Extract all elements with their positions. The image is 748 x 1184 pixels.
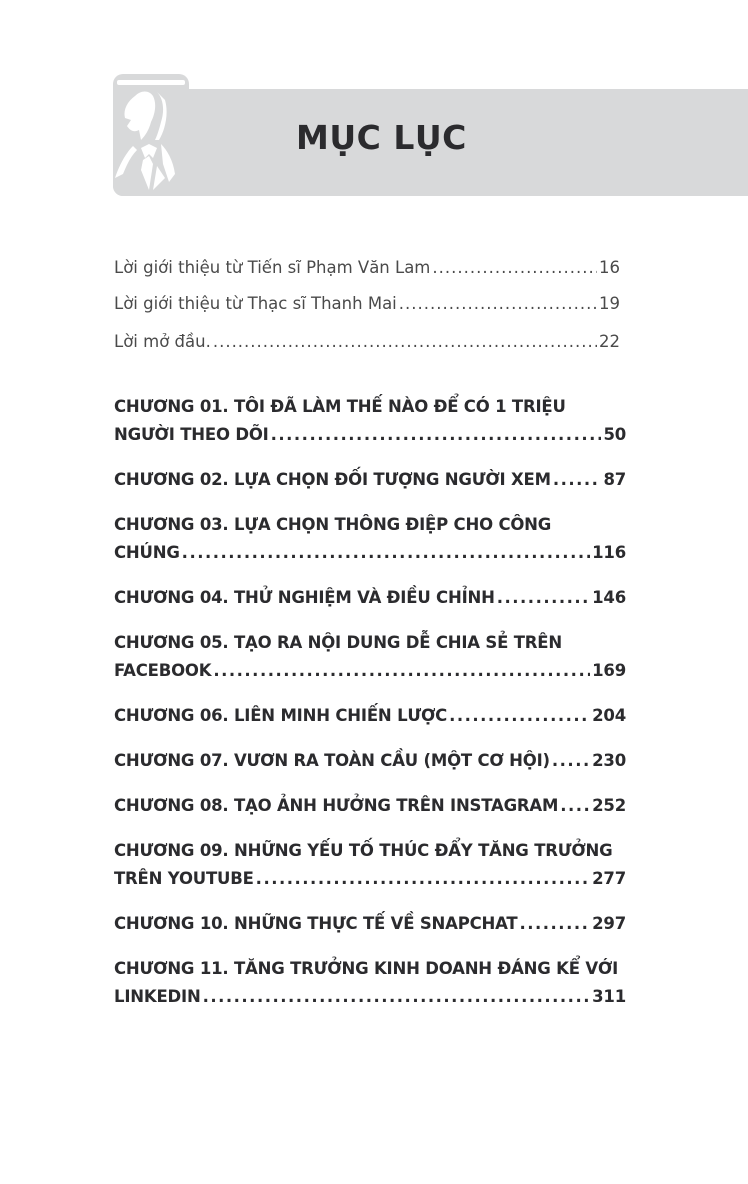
chapter-title-line2: CHÚNG: [114, 543, 180, 562]
chapter-title: CHƯƠNG 02. LỰA CHỌN ĐỐI TƯỢNG NGƯỜI XEM: [114, 470, 551, 489]
chapter-title-line1: CHƯƠNG 01. TÔI ĐÃ LÀM THẾ NÀO ĐỂ CÓ 1 TRIỆU: [114, 397, 566, 416]
chapter-title: CHƯƠNG 07. VƯƠN RA TOÀN CẦU (MỘT CƠ HỘI): [114, 751, 550, 770]
chapter-title-line2: NGƯỜI THEO DÕI: [114, 425, 269, 444]
page-number: 116: [592, 543, 626, 562]
leader-dots: [449, 702, 590, 730]
chapter-entry[interactable]: [114, 584, 626, 612]
leader-dots: [182, 539, 590, 567]
chapter-entry[interactable]: [114, 955, 626, 1011]
page-number: 297: [592, 914, 626, 933]
chapter-title: CHƯƠNG 06. LIÊN MINH CHIẾN LƯỢC: [114, 706, 448, 725]
chapter-title: CHƯƠNG 10. NHỮNG THỰC TẾ VỀ SNAPCHAT: [114, 914, 518, 933]
chapter-entry[interactable]: [114, 466, 626, 494]
page-number: 50: [603, 425, 626, 444]
leader-dots: [553, 466, 602, 494]
page-title: MỤC LỤC: [296, 118, 467, 157]
chapter-title: CHƯƠNG 08. TẠO ẢNH HƯỞNG TRÊN INSTAGRAM: [114, 796, 559, 815]
logo-box: [113, 74, 189, 196]
leader-dots: [519, 910, 590, 938]
page-number: 277: [592, 869, 626, 888]
chapter-title-line1: CHƯƠNG 05. TẠO RA NỘI DUNG DỄ CHIA SẺ TRÊN: [114, 633, 562, 652]
chapter-title-line2: TRÊN YOUTUBE: [114, 869, 254, 888]
entry-title: Lời giới thiệu từ Tiến sĩ Phạm Văn Lam: [114, 258, 431, 277]
entry-title: Lời giới thiệu từ Thạc sĩ Thanh Mai: [114, 294, 397, 313]
page-number: 87: [603, 470, 626, 489]
page-number: 19: [599, 294, 620, 313]
leader-dots: [213, 332, 597, 351]
chapter-list: [114, 393, 626, 1028]
page-number: 16: [599, 258, 620, 277]
page-number: 252: [592, 796, 626, 815]
toc-entry[interactable]: [114, 294, 620, 330]
page-number: 204: [592, 706, 626, 725]
chapter-entry[interactable]: [114, 393, 626, 449]
page-number: 22: [599, 332, 620, 351]
toc-entry[interactable]: [114, 332, 620, 368]
page-number: 169: [592, 661, 626, 680]
leader-dots: [399, 294, 597, 313]
chapter-title-line2: FACEBOOK: [114, 661, 212, 680]
leader-dots: [552, 747, 590, 775]
chapter-entry[interactable]: [114, 910, 626, 938]
page-number: 311: [592, 987, 626, 1006]
leader-dots: [432, 258, 597, 277]
leader-dots: [497, 584, 590, 612]
chapter-entry[interactable]: [114, 747, 626, 775]
chapter-title: CHƯƠNG 04. THỬ NGHIỆM VÀ ĐIỀU CHỈNH: [114, 588, 495, 607]
chapter-title-line1: CHƯƠNG 03. LỰA CHỌN THÔNG ĐIỆP CHO CÔNG: [114, 515, 552, 534]
chapter-entry[interactable]: [114, 702, 626, 730]
chapter-title-line2: LINKEDIN: [114, 987, 201, 1006]
gentleman-portrait-icon: [113, 74, 189, 196]
leader-dots: [256, 865, 590, 893]
page-number: 230: [592, 751, 626, 770]
chapter-title-line1: CHƯƠNG 11. TĂNG TRƯỞNG KINH DOANH ĐÁNG KỂ VỚI: [114, 959, 619, 978]
leader-dots: [203, 983, 591, 1011]
chapter-entry[interactable]: [114, 629, 626, 685]
entry-title: Lời mở đầu.: [114, 332, 211, 351]
leader-dots: [213, 657, 590, 685]
leader-dots: [271, 421, 602, 449]
intro-list: [114, 258, 620, 368]
page-number: 146: [592, 588, 626, 607]
chapter-title-line1: CHƯƠNG 09. NHỮNG YẾU TỐ THÚC ĐẨY TĂNG TRƯỞNG: [114, 841, 613, 860]
chapter-entry[interactable]: [114, 511, 626, 567]
leader-dots: [560, 792, 590, 820]
toc-entry[interactable]: [114, 258, 620, 294]
chapter-entry[interactable]: [114, 792, 626, 820]
chapter-entry[interactable]: [114, 837, 626, 893]
